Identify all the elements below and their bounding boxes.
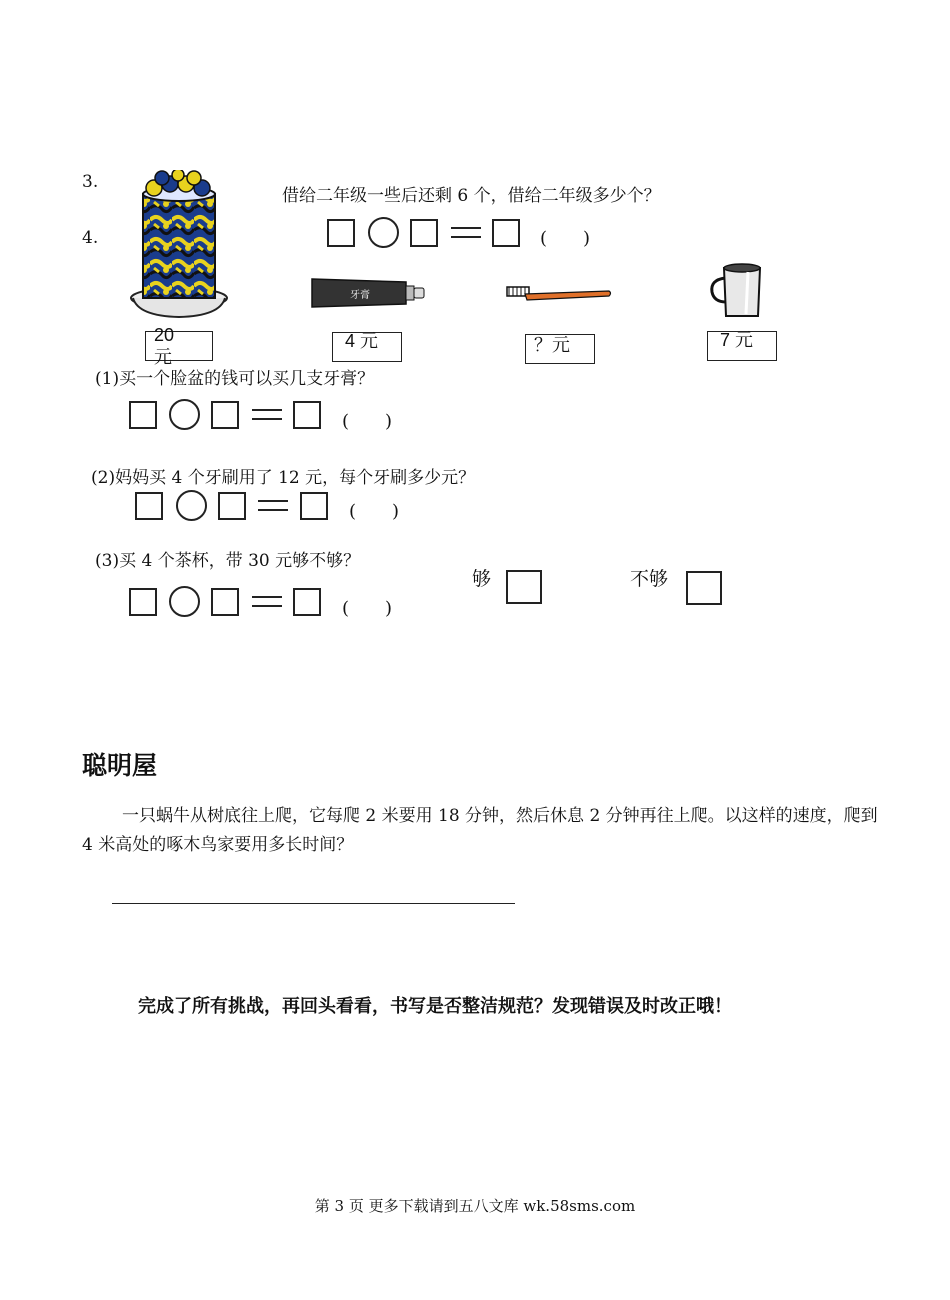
not-enough-checkbox[interactable]	[686, 571, 722, 605]
answer-box[interactable]	[211, 401, 239, 429]
answer-box[interactable]	[492, 219, 520, 247]
page-footer: 第 3 页 更多下载请到五八文库 wk.58sms.com	[314, 1197, 636, 1215]
sub-question-1: (1)买一个脸盆的钱可以买几支牙膏？	[95, 369, 375, 389]
cup-illustration	[708, 262, 768, 320]
answer-paren[interactable]: ( )	[349, 501, 400, 522]
question-3-text: 借给二年级一些后还剩 6 个，借给二年级多少个？	[282, 186, 661, 206]
equals-sign	[258, 500, 288, 511]
equals-sign	[451, 227, 481, 238]
operator-circle[interactable]	[176, 490, 207, 521]
enough-label: 够	[472, 568, 492, 590]
section-title-clever-house: 聪明屋	[82, 752, 158, 780]
answer-box[interactable]	[293, 401, 321, 429]
answer-box[interactable]	[327, 219, 355, 247]
answer-box[interactable]	[300, 492, 328, 520]
price-basin: 20元	[154, 325, 175, 367]
answer-line[interactable]	[112, 903, 515, 904]
toothpaste-illustration	[310, 276, 426, 310]
answer-paren[interactable]: ( )	[540, 228, 591, 249]
operator-circle[interactable]	[169, 586, 200, 617]
sub-question-2: (2)妈妈买 4 个牙刷用了 12 元，每个牙刷多少元？	[91, 468, 476, 488]
answer-box[interactable]	[129, 588, 157, 616]
sub-question-3: (3)买 4 个茶杯，带 30 元够不够？	[95, 551, 361, 571]
answer-paren[interactable]: ( )	[342, 411, 393, 432]
not-enough-label: 不够	[630, 568, 669, 590]
price-tag-toothpaste	[332, 332, 402, 362]
clever-house-problem: 一只蜗牛从树底往上爬，它每爬 2 米要用 18 分钟，然后休息 2 分钟再往上爬。以这样的速度，爬到 4 米高处的啄木鸟家要用多长时间？	[82, 806, 878, 855]
equals-sign	[252, 409, 282, 420]
answer-box[interactable]	[135, 492, 163, 520]
price-tag-basin	[145, 325, 213, 367]
answer-box[interactable]	[293, 588, 321, 616]
price-toothpaste: 4 元	[345, 331, 379, 351]
question-4-number: 4.	[82, 228, 99, 248]
equals-sign	[252, 596, 282, 607]
answer-box[interactable]	[129, 401, 157, 429]
price-toothbrush: ？元	[534, 335, 570, 355]
price-cup: 7 元	[720, 330, 754, 350]
enough-checkbox[interactable]	[506, 570, 542, 604]
ball-jar-illustration	[128, 170, 230, 320]
price-tag-cup	[707, 331, 777, 361]
answer-box[interactable]	[218, 492, 246, 520]
answer-box[interactable]	[211, 588, 239, 616]
answer-paren[interactable]: ( )	[342, 598, 393, 619]
answer-box[interactable]	[410, 219, 438, 247]
question-3-number: 3.	[82, 172, 99, 192]
reminder-text: 完成了所有挑战，再回头看看，书写是否整洁规范？发现错误及时改正哦！	[138, 996, 732, 1016]
toothpaste-label: 牙膏	[350, 290, 370, 301]
operator-circle[interactable]	[368, 217, 399, 248]
operator-circle[interactable]	[169, 399, 200, 430]
price-tag-toothbrush	[525, 334, 595, 364]
toothbrush-illustration	[505, 284, 613, 304]
